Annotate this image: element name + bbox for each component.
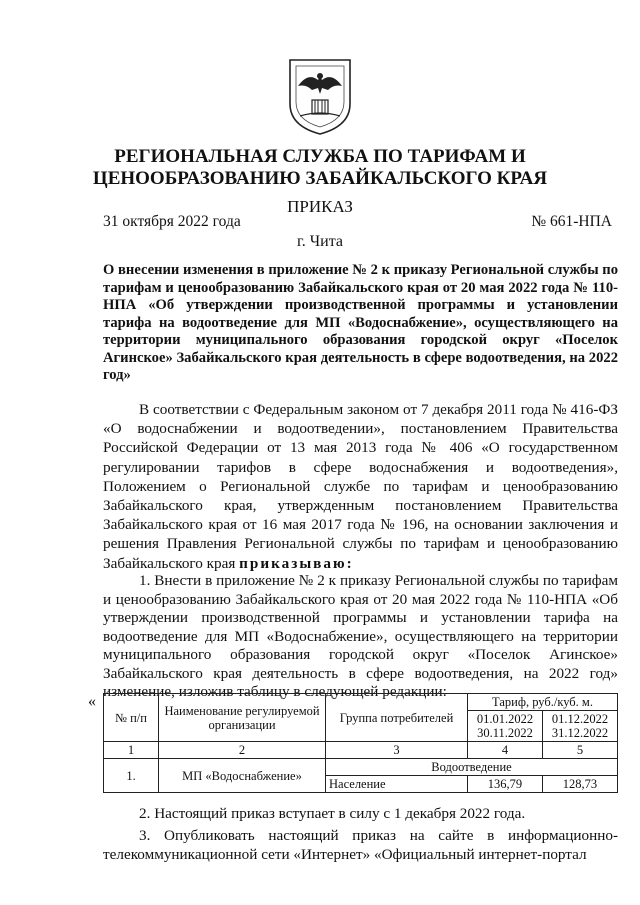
tariff-value-2: 128,73 [542,776,617,793]
preamble-text: В соответствии с Федеральным законом от 7 декабря 2011 года № 416-ФЗ «О водоснабжении и водоотведении», постановлением Правительства Российской Федерации от 13 мая 2013 года № 406 «О государственном регулировании тарифов в сфере водоснабжения и водоотведения», Положением о Региональной службе по тарифам и ценообразованию Забайкальского края, утвержденным постановлением Правительства Забайкальского края от 16 мая 2017 года № 196, на основании заключения и решения Правления Региональной службы по тарифам и ценообразованию Забайкальского края [103,401,618,572]
table-row [104,759,618,776]
item-3-paragraph: 3. Опубликовать настоящий приказ на сайте в информационно-телекоммуникационной сети «Интернет» «Официальный интернет-портал [103,827,618,863]
col-num-1: 1 [104,742,159,759]
period-2: 01.12.2022 31.12.2022 [542,711,617,742]
tariff-table [103,693,618,793]
document-type: ПРИКАЗ [287,197,353,216]
opening-quote: « [88,693,96,710]
order-word: приказываю: [239,554,354,572]
document-city: г. Чита [296,233,343,250]
consumer-group: Население [326,776,468,793]
col-num-3: 3 [326,742,468,759]
header-org: Наименование регулируемой организации [159,694,326,742]
item-1-paragraph: 1. Внести в приложение № 2 к приказу Региональной службы по тарифам и ценообразованию Забайкальского края от 20 мая 2022 года № 110-НПА «Об утверждении производственной программы и установлении тарифа на водоотведение для МП «Водоснабжение», осуществляющего на территории муниципального образования городской округ «Поселок Агинское» Забайкальского края деятельность в сфере водоотведения, на 2022 год» изменение, изложив таблицу в следующей редакции: [103,572,618,700]
header-group: Группа потребителей [326,694,468,742]
row-organization: МП «Водоснабжение» [159,759,326,793]
col-num-5: 5 [542,742,617,759]
document-date: 31 октября 2022 года [103,213,241,230]
order-subject: О внесении изменения в приложение № 2 к приказу Региональной службы по тарифам и ценообразованию Забайкальского края от 20 мая 2022 года № 110-НПА «Об утверждении производственной программы и установлении тарифа на водоотведение для МП «Водоснабжение», осуществляющего на территории муниципального образования городской округ «Поселок Агинское» Забайкальского края деятельность в сфере водоотведения, на 2022 год» [103,262,618,383]
service-type: Водоотведение [326,759,618,776]
table-column-numbers-row [104,742,618,759]
col-num-4: 4 [468,742,543,759]
period-1: 01.01.2022 30.11.2022 [468,711,543,742]
org-title-line-1: РЕГИОНАЛЬНАЯ СЛУЖБА ПО ТАРИФАМ И [114,146,526,167]
header-num: № п/п [104,694,159,742]
org-title-line-2: ЦЕНООБРАЗОВАНИЮ ЗАБАЙКАЛЬСКОГО КРАЯ [92,168,548,189]
table-header-row [104,694,618,711]
item-2-paragraph: 2. Настоящий приказ вступает в силу с 1 декабря 2022 года. [139,805,526,822]
tariff-value-1: 136,79 [468,776,543,793]
header-tariff: Тариф, руб./куб. м. [468,694,618,711]
document-number: № 661-НПА [531,213,612,230]
row-number: 1. [104,759,159,793]
coat-of-arms-emblem [284,56,356,136]
organization-title [0,146,640,190]
col-num-2: 2 [159,742,326,759]
preamble-paragraph [103,400,618,573]
